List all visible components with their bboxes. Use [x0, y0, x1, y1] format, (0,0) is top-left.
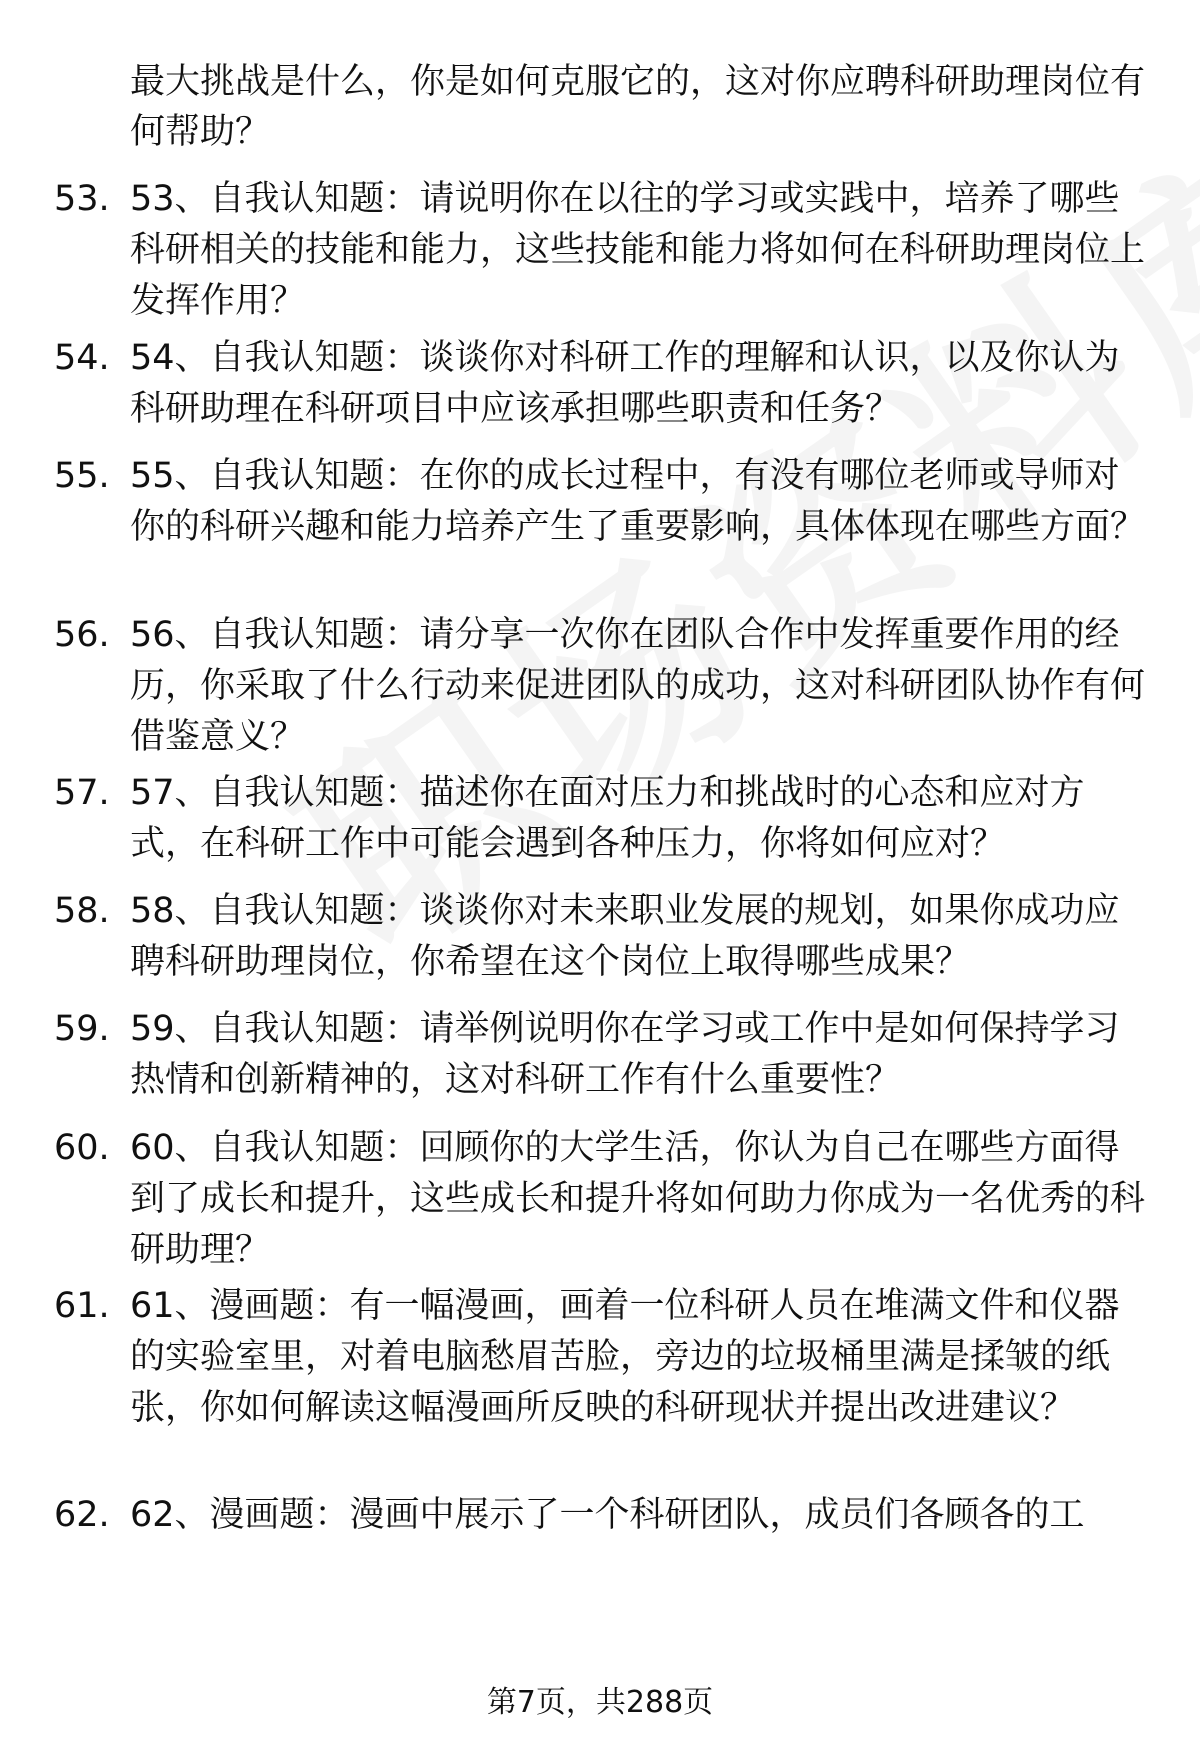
question-number: 53.: [54, 179, 110, 219]
question-text: 53、自我认知题：请说明你在以往的学习或实践中，培养了哪些科研相关的技能和能力，这些技能和能力将如何在科研助理岗位上发挥作用？: [130, 179, 1146, 321]
question-number: 57.: [54, 773, 110, 813]
question-number: 54.: [54, 338, 110, 378]
question-text: 60、自我认知题：回顾你的大学生活，你认为自己在哪些方面得到了成长和提升，这些成长和提升将如何助力你成为一名优秀的科研助理？: [130, 1128, 1146, 1270]
question-number: 59.: [54, 1009, 110, 1049]
question-text: 59、自我认知题：请举例说明你在学习或工作中是如何保持学习热情和创新精神的，这对科研工作有什么重要性？: [130, 1009, 1120, 1100]
question-text: 61、漫画题：有一幅漫画，画着一位科研人员在堆满文件和仪器的实验室里，对着电脑愁眉苦脸，旁边的垃圾桶里满是揉皱的纸张，你如何解读这幅漫画所反映的科研现状并提出改进建议？: [130, 1286, 1120, 1428]
question-number: 55.: [54, 456, 110, 496]
question-text: 57、自我认知题：描述你在面对压力和挑战时的心态和应对方式，在科研工作中可能会遇到各种压力，你将如何应对？: [130, 773, 1085, 864]
page-footer: 第7页，共288页: [486, 1685, 714, 1720]
question-text: 62、漫画题：漫画中展示了一个科研团队，成员们各顾各的工: [130, 1495, 1085, 1535]
question-number: 62.: [54, 1495, 110, 1535]
question-text: 56、自我认知题：请分享一次你在团队合作中发挥重要作用的经历，你采取了什么行动来促进团队的成功，这对科研团队协作有何借鉴意义？: [130, 615, 1146, 757]
question-number: 58.: [54, 891, 110, 931]
question-number: 61.: [54, 1286, 110, 1326]
continuation-text: 最大挑战是什么，你是如何克服它的，这对你应聘科研助理岗位有何帮助？: [130, 62, 1146, 152]
question-text: 55、自我认知题：在你的成长过程中，有没有哪位老师或导师对你的科研兴趣和能力培养产生了重要影响，具体体现在哪些方面？: [130, 456, 1146, 547]
question-number: 56.: [54, 615, 110, 655]
question-number: 60.: [54, 1128, 110, 1168]
question-text: 58、自我认知题：谈谈你对未来职业发展的规划，如果你成功应聘科研助理岗位，你希望在这个岗位上取得哪些成果？: [130, 891, 1120, 982]
question-text: 54、自我认知题：谈谈你对科研工作的理解和认识，以及你认为科研助理在科研项目中应该承担哪些职责和任务？: [130, 338, 1120, 429]
